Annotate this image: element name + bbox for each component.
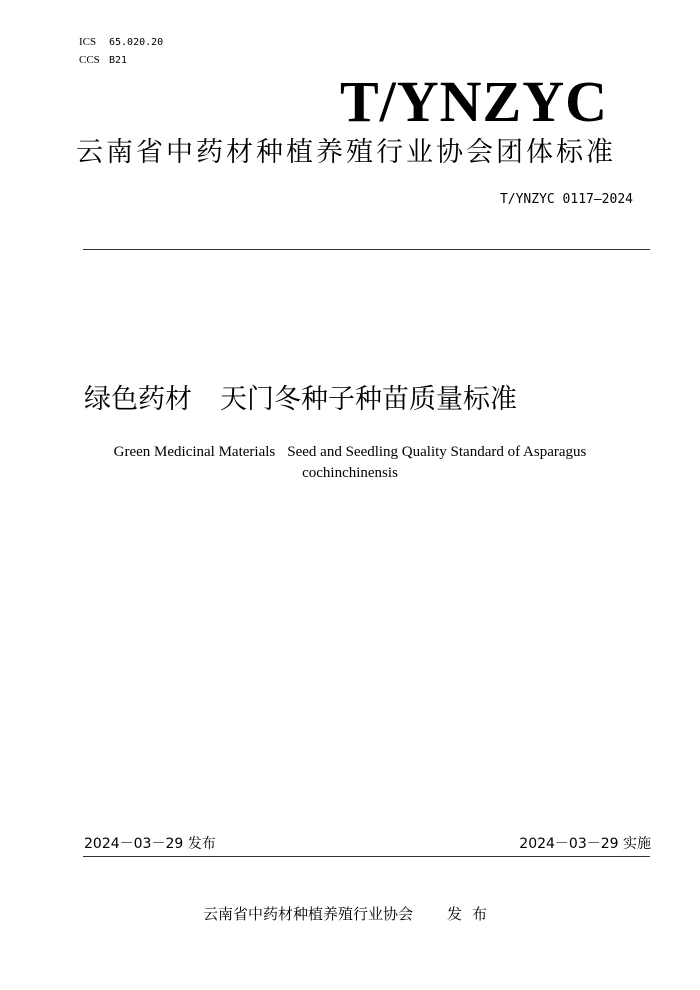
standard-mark: T/YNZYC [339,69,608,134]
ics-label: ICS [79,36,97,48]
header-divider [83,249,650,250]
publisher-action: 发布 [447,905,498,923]
publisher-name: 云南省中药材种植养殖行业协会 [202,905,413,923]
title-en-subject-cont: cochinchinensis [302,465,398,481]
title-cn-subject: 天门冬种子种苗质量标准 [220,384,517,415]
footer-divider [83,856,650,857]
publisher [0,904,700,924]
org-standard-title: 云南省中药材种植养殖行业协会团体标准 [76,137,616,168]
title-cn-category: 绿色药材 [84,384,192,415]
title-en-category: Green Medicinal Materials [113,444,276,460]
ccs-code [79,53,127,68]
implement-date: 2024－03－29 实施 [519,836,651,852]
ccs-value: B21 [109,55,128,66]
ics-code [79,35,163,50]
ics-value: 65.020.20 [109,37,164,48]
standard-number: T/YNZYC 0117—2024 [499,192,633,207]
document-title-en [0,442,700,484]
title-en-subject: Seed and Seedling Quality Standard of Asparagus [287,444,587,460]
document-title-cn [84,382,517,418]
ccs-label: CCS [79,54,100,66]
publish-date: 2024－03－29 发布 [84,836,216,852]
